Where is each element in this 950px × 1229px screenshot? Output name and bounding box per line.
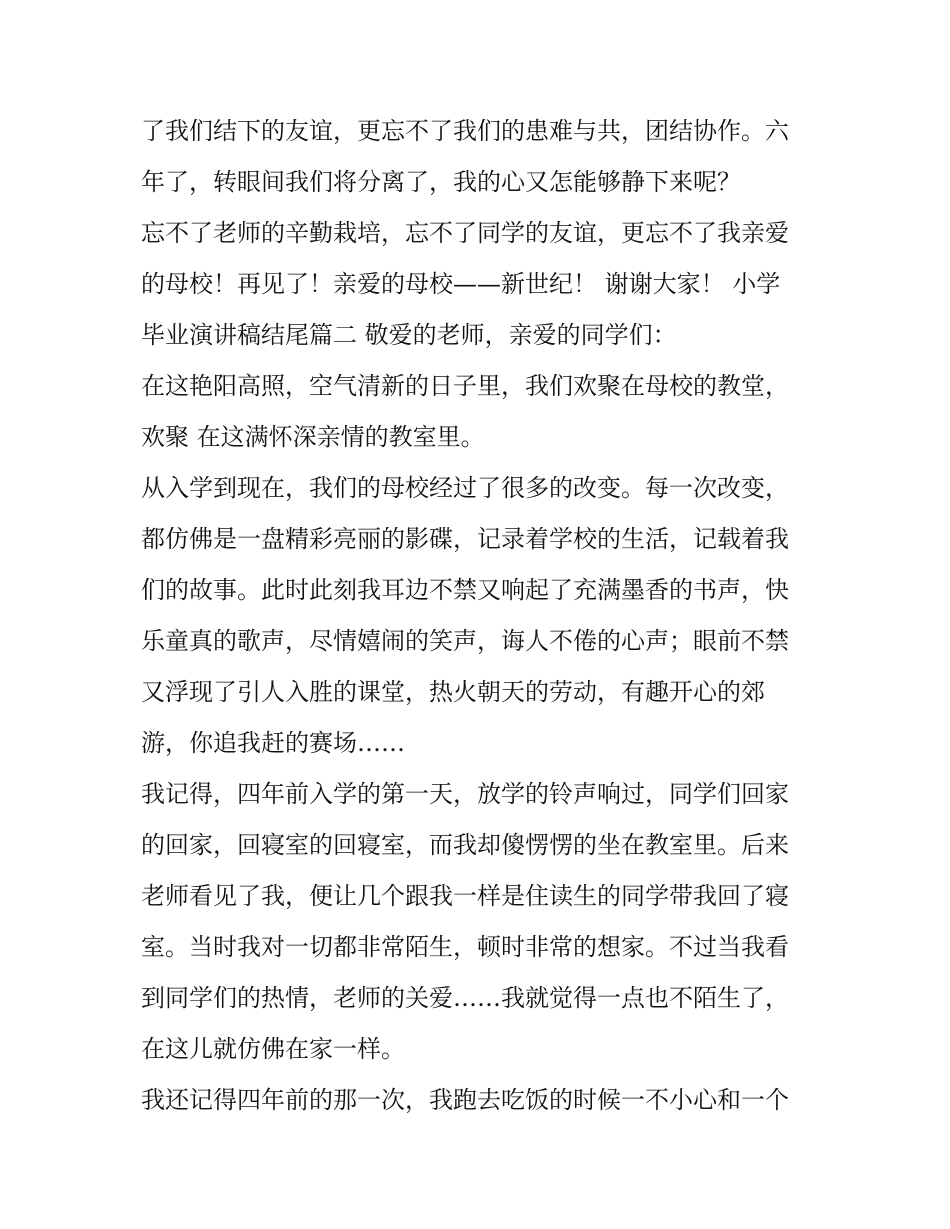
text-line: 们的故事。此时此刻我耳边不禁又响起了充满墨香的书声，快 <box>141 576 789 604</box>
text-line: 室。当时我对一切都非常陌生，顿时非常的想家。不过当我看 <box>141 933 789 961</box>
text-line: 又浮现了引人入胜的课堂，热火朝天的劳动，有趣开心的郊 <box>141 678 765 706</box>
text-line: 在这儿就仿佛在家一样。 <box>141 1035 405 1063</box>
text-line: 老师看见了我，便让几个跟我一样是住读生的同学带我回了寝 <box>141 882 789 910</box>
text-line: 乐童真的歌声，尽情嬉闹的笑声，诲人不倦的心声；眼前不禁 <box>141 627 789 655</box>
document-body <box>141 106 821 1126</box>
text-line: 游，你追我赶的赛场…… <box>141 729 405 757</box>
text-line: 年了，转眼间我们将分离了，我的心又怎能够静下来呢？ <box>141 168 741 196</box>
text-line: 我还记得四年前的那一次，我跑去吃饭的时候一不小心和一个 <box>141 1086 789 1114</box>
text-line: 到同学们的热情，老师的关爱……我就觉得一点也不陌生了， <box>141 984 789 1012</box>
text-line: 都仿佛是一盘精彩亮丽的影碟，记录着学校的生活，记载着我 <box>141 525 789 553</box>
text-line: 的母校！再见了！亲爱的母校——新世纪！ 谢谢大家！ 小学 <box>141 270 781 298</box>
text-line: 毕业演讲稿结尾篇二 敬爱的老师，亲爱的同学们： <box>141 321 677 349</box>
text-line: 的回家，回寝室的回寝室，而我却傻愣愣的坐在教室里。后来 <box>141 831 789 859</box>
text-line: 在这艳阳高照，空气清新的日子里，我们欢聚在母校的教堂， <box>141 372 789 400</box>
text-line: 忘不了老师的辛勤栽培，忘不了同学的友谊，更忘不了我亲爱 <box>141 219 789 247</box>
text-line: 我记得，四年前入学的第一天，放学的铃声响过，同学们回家 <box>141 780 789 808</box>
text-line: 欢聚 在这满怀深亲情的教室里。 <box>141 423 485 451</box>
text-line: 从入学到现在，我们的母校经过了很多的改变。每一次改变， <box>141 474 789 502</box>
text-line: 了我们结下的友谊，更忘不了我们的患难与共，团结协作。六 <box>141 117 789 145</box>
